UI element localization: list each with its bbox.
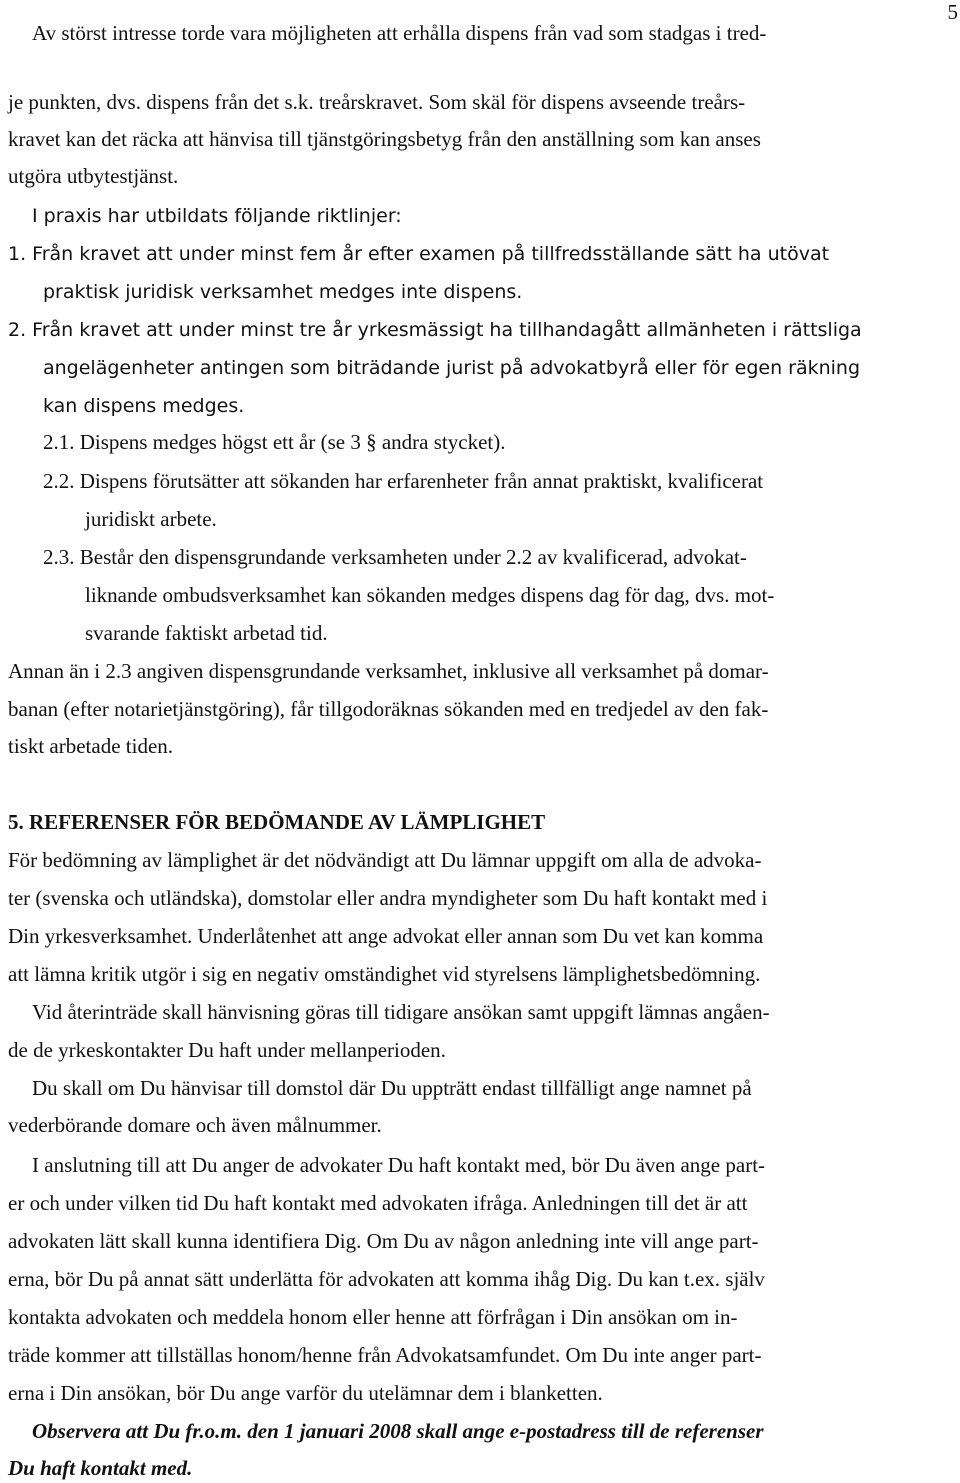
- text-line: I anslutning till att Du anger de advokater Du haft kontakt med, bör Du även ange part-: [32, 1153, 766, 1177]
- emphasized-note: Observera att Du fr.o.m. den 1 januari 2008 skall ange e-postadress till de referenser: [32, 1419, 764, 1443]
- sub-list-item: 2.1. Dispens medges högst ett år (se 3 § andra stycket).: [43, 430, 506, 454]
- text-line: träde kommer att tillställas honom/henne från Advokatsamfundet. Om Du inte anger part-: [8, 1343, 762, 1367]
- text-line: Vid återinträde skall hänvisning göras till tidigare ansökan samt uppgift lämnas angåen-: [32, 1000, 770, 1024]
- text-line: att lämna kritik utgör i sig en negativ omständighet vid styrelsens lämplighetsbedömning.: [8, 962, 761, 986]
- text-line: Du skall om Du hänvisar till domstol där Du uppträtt endast tillfälligt ange namnet på: [32, 1076, 752, 1100]
- list-item: 2. Från kravet att under minst tre år yrkesmässigt ha tillhandagått allmänheten i rättsliga: [8, 319, 862, 341]
- text-line: banan (efter notarietjänstgöring), får tillgodoräknas sökanden med en tredjedel av den fak-: [8, 697, 769, 721]
- text-line: vederbörande domare och även målnummer.: [8, 1113, 382, 1137]
- text-line: kravet kan det räcka att hänvisa till tjänstgöringsbetyg från den anställning som kan anses: [8, 127, 761, 151]
- page-number: 5: [947, 0, 958, 24]
- text-line: Annan än i 2.3 angiven dispensgrundande verksamhet, inklusive all verksamhet på domar-: [8, 659, 769, 683]
- list-item-continuation: praktisk juridisk verksamhet medges inte dispens.: [43, 281, 523, 303]
- sub-list-item-continuation: liknande ombudsverksamhet kan sökanden medges dispens dag för dag, dvs. mot-: [85, 583, 775, 607]
- emphasized-note: Du haft kontakt med.: [8, 1456, 193, 1480]
- sub-list-item-continuation: svarande faktiskt arbetad tid.: [85, 621, 328, 645]
- list-item-continuation: angelägenheter antingen som biträdande jurist på advokatbyrå eller för egen räkning: [43, 357, 861, 379]
- sub-list-item-continuation: juridiskt arbete.: [85, 507, 217, 531]
- text-line: er och under vilken tid Du haft kontakt med advokaten ifråga. Anledningen till det är att: [8, 1191, 748, 1215]
- text-line: advokaten lätt skall kunna identifiera Dig. Om Du av någon anledning inte vill ange part-: [8, 1229, 759, 1253]
- text-line: I praxis har utbildats följande riktlinjer:: [32, 205, 402, 227]
- sub-list-item: 2.2. Dispens förutsätter att sökanden har erfarenheter från annat praktiskt, kvalificerat: [43, 469, 764, 493]
- text-line: de de yrkeskontakter Du haft under mellanperioden.: [8, 1038, 446, 1062]
- list-item: 1. Från kravet att under minst fem år efter examen på tillfredsställande sätt ha utövat: [8, 243, 830, 265]
- text-line: För bedömning av lämplighet är det nödvändigt att Du lämnar uppgift om alla de advoka-: [8, 848, 762, 872]
- text-line: erna, bör Du på annat sätt underlätta för advokaten att komma ihåg Dig. Du kan t.ex. själv: [8, 1267, 765, 1291]
- text-line: Din yrkesverksamhet. Underlåtenhet att ange advokat eller annan som Du vet kan komma: [8, 924, 764, 948]
- text-line: utgöra utbytestjänst.: [8, 164, 179, 188]
- text-line: erna i Din ansökan, bör Du ange varför du utelämnar dem i blanketten.: [8, 1381, 603, 1405]
- list-item-continuation: kan dispens medges.: [43, 395, 245, 417]
- text-line: kontakta advokaten och meddela honom eller henne att förfrågan i Din ansökan om in-: [8, 1305, 738, 1329]
- sub-list-item: 2.3. Består den dispensgrundande verksamheten under 2.2 av kvalificerad, advokat-: [43, 545, 747, 569]
- section-heading: 5. REFERENSER FÖR BEDÖMANDE AV LÄMPLIGHET: [8, 810, 546, 834]
- text-line: Av störst intresse torde vara möjligheten att erhålla dispens från vad som stadgas i tred-: [32, 21, 767, 45]
- text-line: tiskt arbetade tiden.: [8, 734, 174, 758]
- text-line: je punkten, dvs. dispens från det s.k. treårskravet. Som skäl för dispens avseende treårs-: [8, 90, 746, 114]
- text-line: ter (svenska och utländska), domstolar eller andra myndigheter som Du haft kontakt med i: [8, 886, 768, 910]
